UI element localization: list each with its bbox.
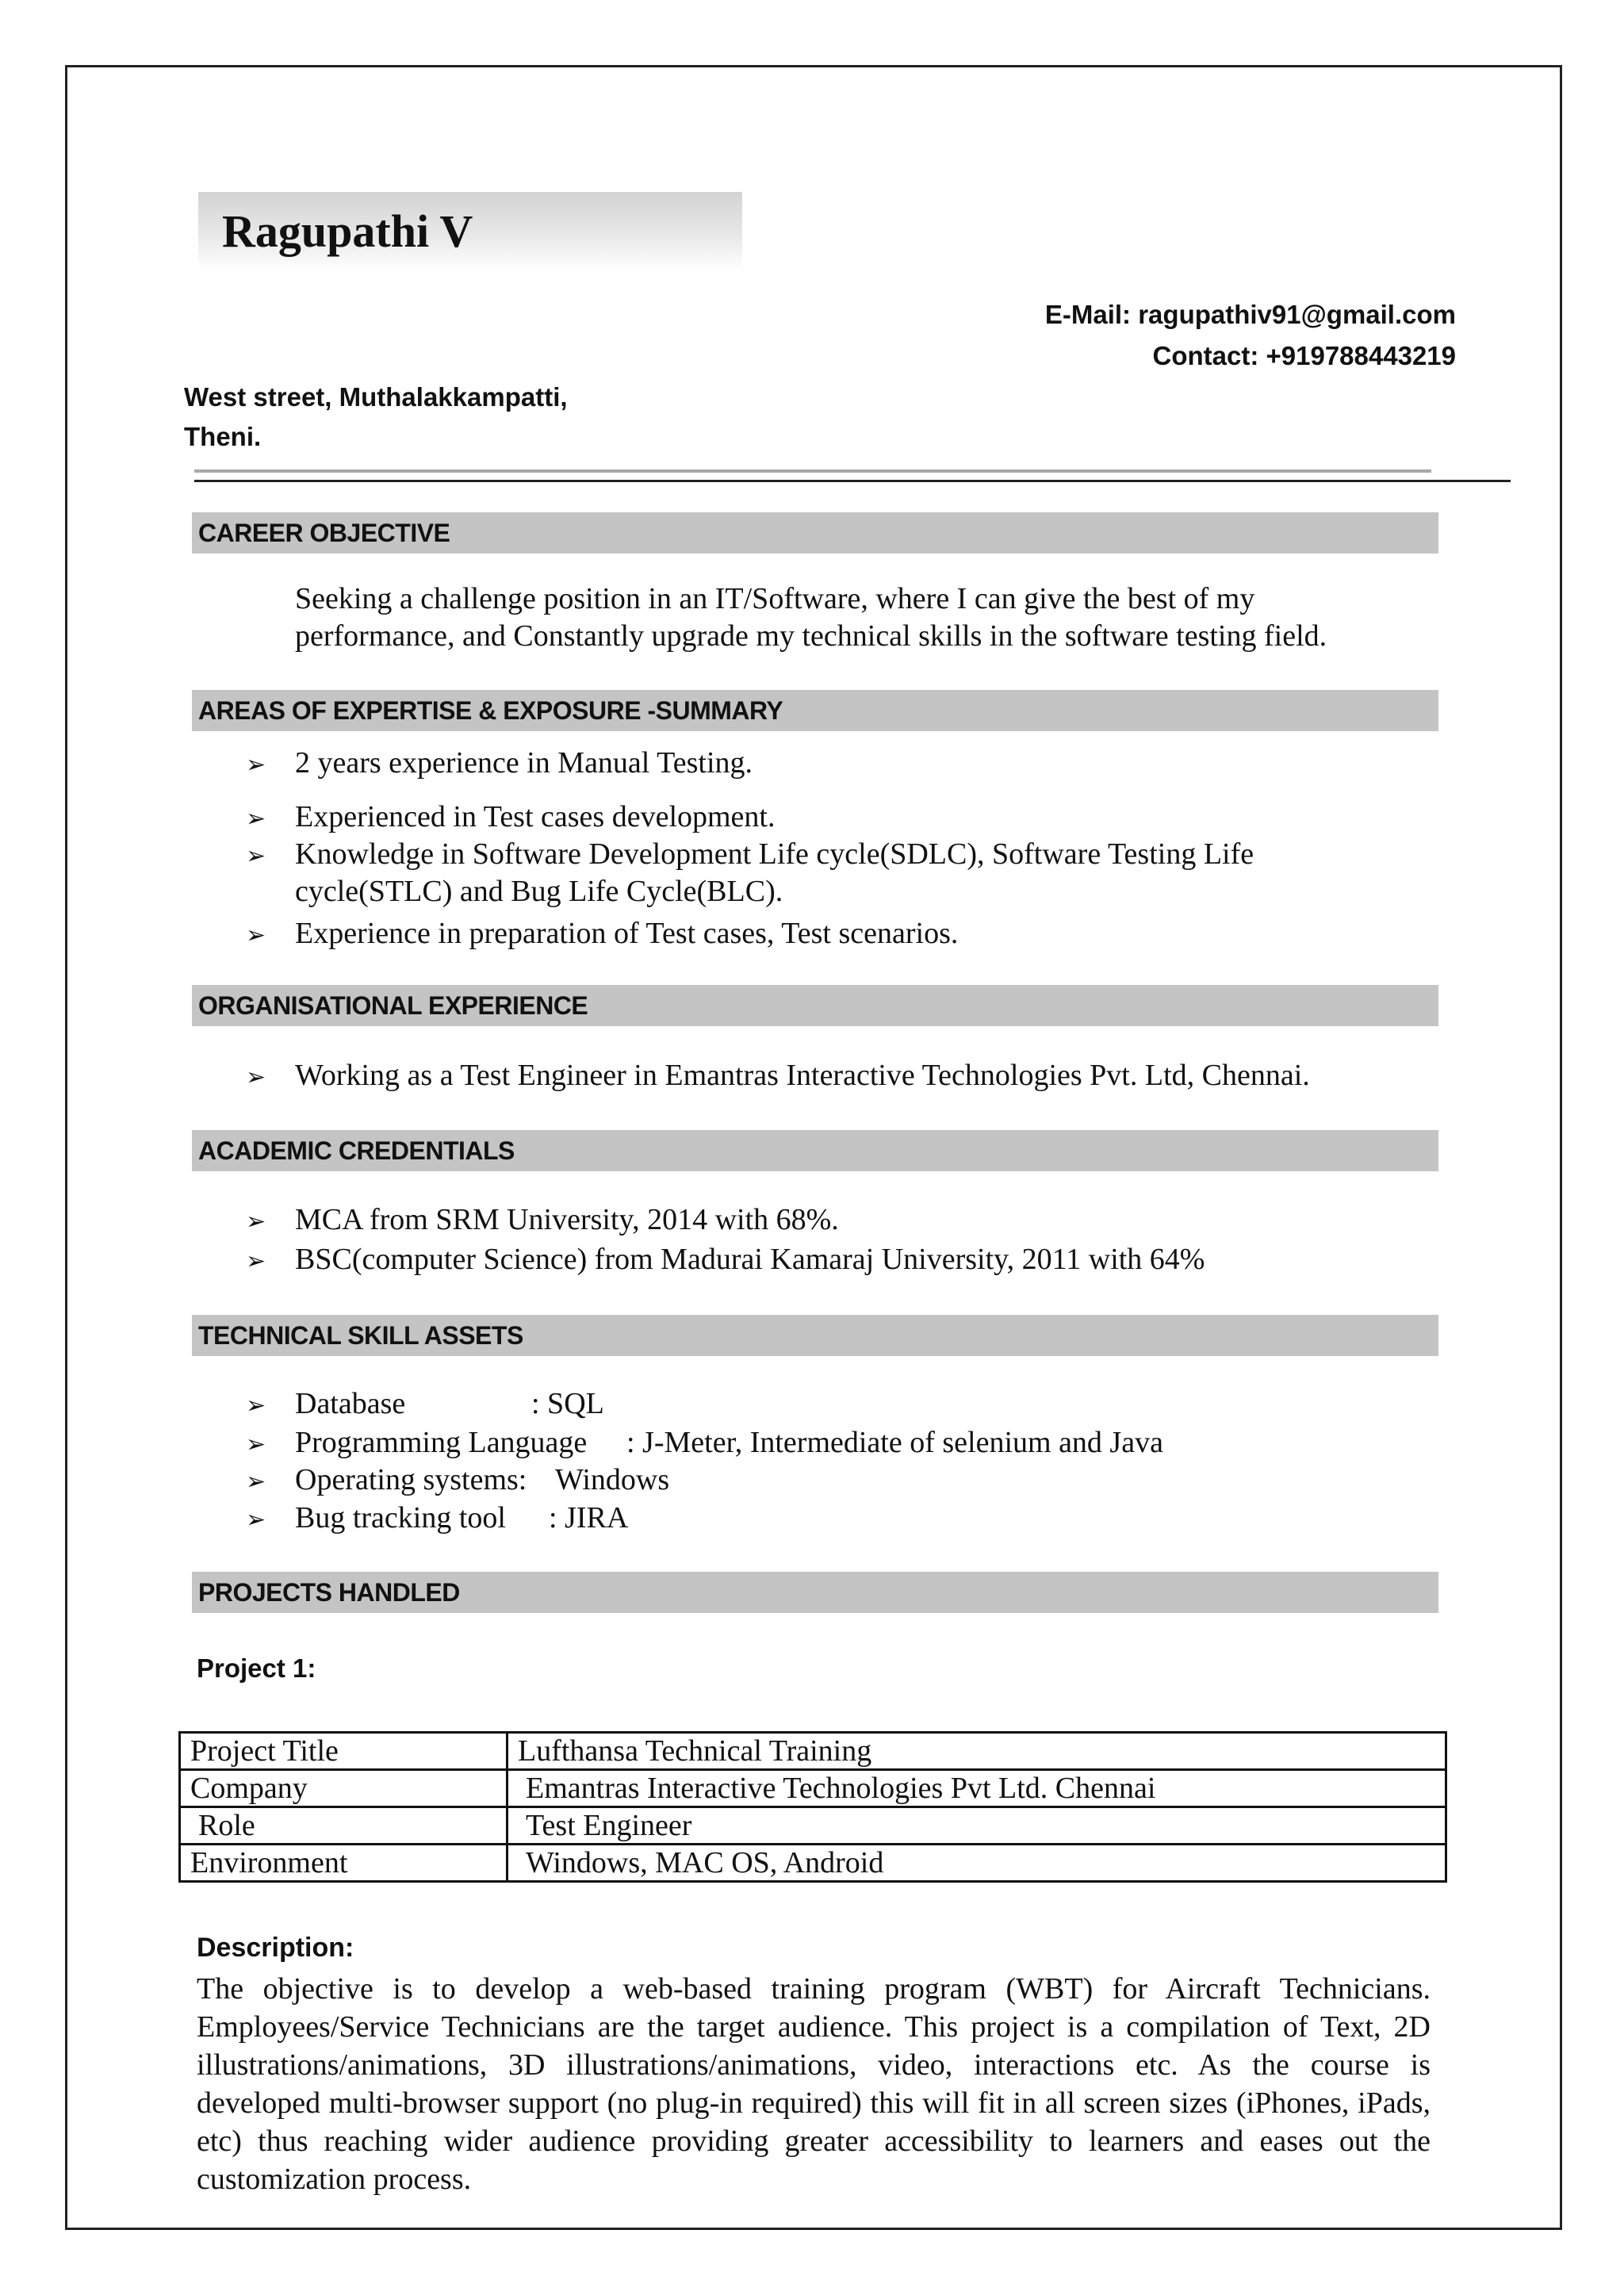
list-item: ➢ 2 years experience in Manual Testing. — [246, 746, 753, 780]
project-description: The objective is to develop a web-based training program (WBT) for Aircraft Technicians. Employees/Service Technicians are the target audience. This project is a compilation of Text, 2D illustrations/animations, 3D illustrations/animations, video, interactions etc. As the course is developed multi-browser support (no plug-in required) this will fit in all screen sizes (iPhones, iPads, etc) thus reaching wider audience providing greater accessibility to learners and eases out the customization process. — [197, 1972, 1431, 2196]
arrowhead-bullet-icon: ➢ — [246, 1248, 266, 1274]
description-label: Description: — [197, 1933, 354, 1963]
career-objective-line-2: performance, and Constantly upgrade my technical skills in the software testing field. — [295, 619, 1327, 653]
table-row: Environment Windows, MAC OS, Android — [180, 1845, 1446, 1882]
career-objective-text — [295, 580, 1421, 655]
list-item: ➢ BSC(computer Science) from Madurai Kamaraj University, 2011 with 64% — [246, 1243, 1205, 1276]
arrowhead-bullet-icon: ➢ — [246, 843, 266, 869]
email: E-Mail: ragupathiv91@gmail.com — [1044, 300, 1456, 329]
table-row: Project Title Lufthansa Technical Training — [180, 1733, 1446, 1770]
contact-phone: Contact: +919788443219 — [1152, 341, 1456, 370]
section-heading-skills: TECHNICAL SKILL ASSETS — [192, 1315, 1438, 1356]
arrowhead-bullet-icon: ➢ — [246, 1064, 266, 1090]
header-divider-light — [194, 469, 1431, 473]
section-heading-projects: PROJECTS HANDLED — [192, 1572, 1438, 1613]
header-divider-dark — [194, 480, 1511, 482]
arrowhead-bullet-icon: ➢ — [246, 1393, 266, 1419]
section-heading-academic: ACADEMIC CREDENTIALS — [192, 1130, 1438, 1171]
table-row: Role Test Engineer — [180, 1807, 1446, 1845]
project-label: Project 1: — [197, 1653, 316, 1683]
arrowhead-bullet-icon: ➢ — [246, 752, 266, 778]
candidate-name: Ragupathi V — [222, 205, 473, 257]
list-item: ➢ Bug tracking tool : JIRA — [246, 1501, 629, 1534]
list-item: ➢ Experienced in Test cases development. — [246, 800, 776, 833]
section-heading-career-objective: CAREER OBJECTIVE — [192, 512, 1438, 554]
arrowhead-bullet-icon: ➢ — [246, 922, 266, 948]
list-item: ➢ MCA from SRM University, 2014 with 68%. — [246, 1203, 839, 1236]
list-item: ➢ Operating systems: Windows — [246, 1463, 670, 1496]
arrowhead-bullet-icon: ➢ — [246, 1507, 266, 1533]
arrowhead-bullet-icon: ➢ — [246, 1431, 266, 1458]
arrowhead-bullet-icon: ➢ — [246, 806, 266, 832]
list-item: ➢ Programming Language : J-Meter, Intermediate of selenium and Java — [246, 1426, 1163, 1459]
project-table — [178, 1731, 1447, 1883]
section-heading-expertise: AREAS OF EXPERTISE & EXPOSURE -SUMMARY — [192, 690, 1438, 731]
address-line-2: Theni. — [184, 422, 262, 451]
list-item: ➢ Experience in preparation of Test cases, Test scenarios. — [246, 917, 959, 950]
list-item: ➢ Working as a Test Engineer in Emantras Interactive Technologies Pvt. Ltd, Chennai. — [246, 1059, 1310, 1092]
table-row: Company Emantras Interactive Technologies Pvt Ltd. Chennai — [180, 1770, 1446, 1807]
list-item: ➢ Database : SQL — [246, 1387, 604, 1420]
arrowhead-bullet-icon: ➢ — [246, 1469, 266, 1495]
career-objective-line-1: Seeking a challenge position in an IT/Software, where I can give the best of my — [295, 582, 1255, 615]
arrowhead-bullet-icon: ➢ — [246, 1209, 266, 1235]
list-item: ➢ Knowledge in Software Development Life cycle(SDLC), Software Testing Life cycle(STLC) and Bug Life Cycle(BLC). — [246, 837, 1254, 908]
section-heading-experience: ORGANISATIONAL EXPERIENCE — [192, 985, 1438, 1026]
address-line-1: West street, Muthalakkampatti, — [184, 382, 568, 412]
